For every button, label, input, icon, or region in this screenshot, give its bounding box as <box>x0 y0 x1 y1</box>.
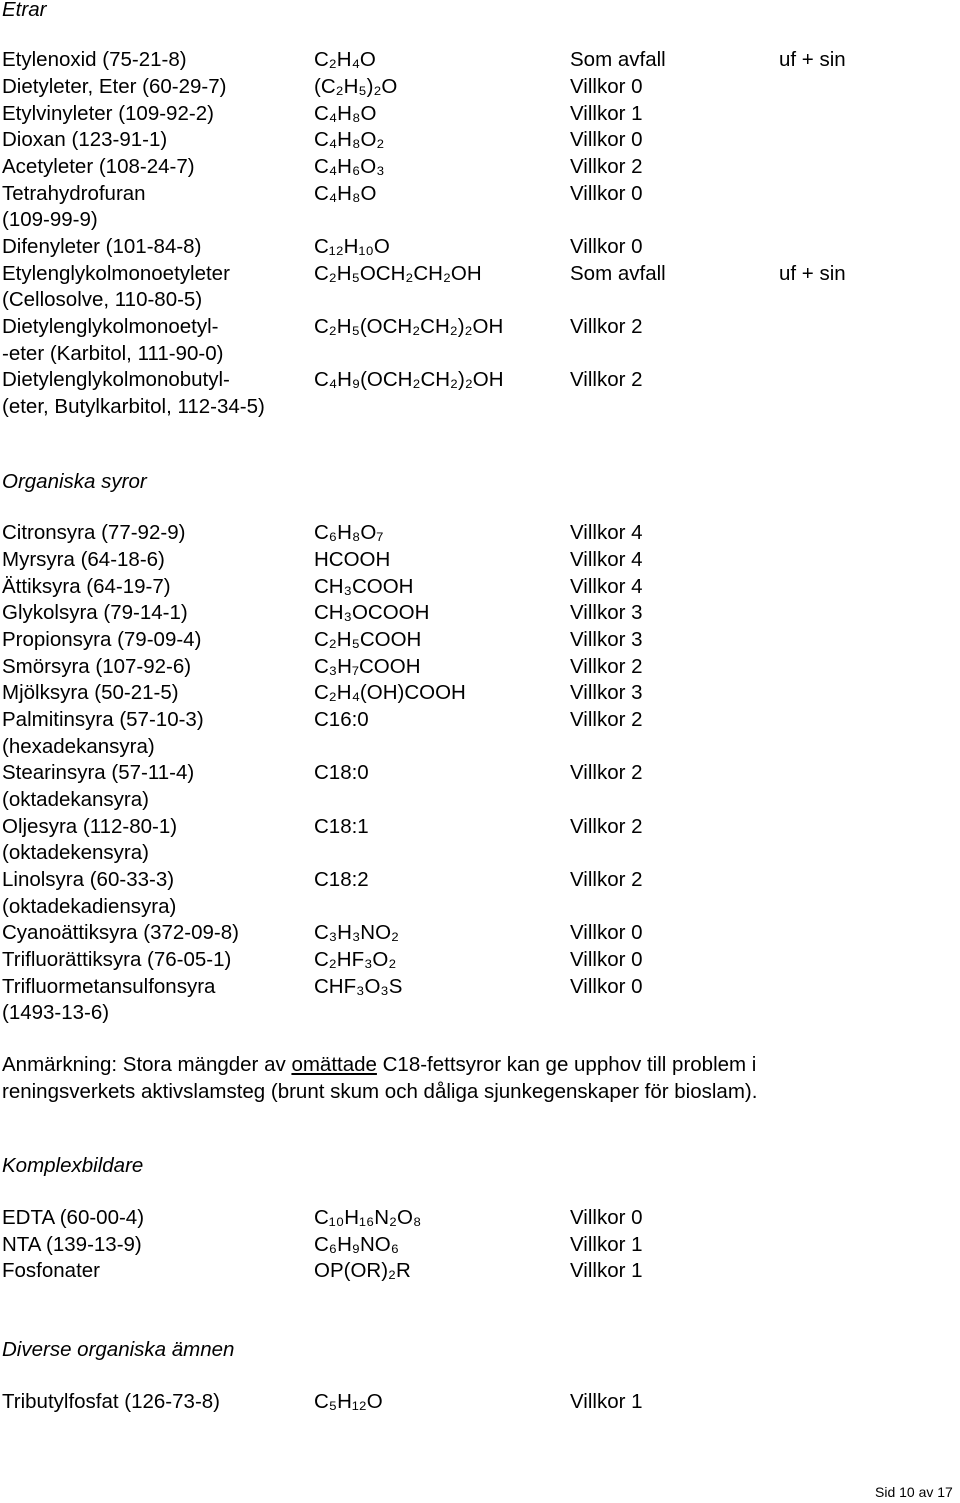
compound-condition: Villkor 1 <box>570 1390 643 1413</box>
compound-name: Glykolsyra (79-14-1) <box>2 601 188 624</box>
note-underlined-word: omättade <box>291 1053 377 1076</box>
compound-condition: Villkor 2 <box>570 708 643 731</box>
compound-formula: C₅H₁₂O <box>314 1390 383 1413</box>
compound-name-continuation: -eter (Karbitol, 111-90-0) <box>2 342 224 365</box>
compound-name: Trifluorättiksyra (76-05-1) <box>2 948 232 971</box>
table-row <box>0 181 960 208</box>
table-row <box>0 520 960 547</box>
compound-name: Tetrahydrofuran <box>2 182 146 205</box>
compound-condition: Villkor 2 <box>570 155 643 178</box>
table-row <box>0 654 960 681</box>
compound-formula: C₂H₅OCH₂CH₂OH <box>314 262 482 285</box>
table-row <box>0 314 960 341</box>
compound-formula: C₂H₅(OCH₂CH₂)₂OH <box>314 315 504 338</box>
compound-condition: Villkor 2 <box>570 315 643 338</box>
compound-name: Fosfonater <box>2 1259 100 1282</box>
compound-condition: Villkor 2 <box>570 815 643 838</box>
compound-name: Dietylenglykolmonoetyl- <box>2 315 219 338</box>
table-row <box>0 261 960 288</box>
compound-name: Linolsyra (60-33-3) <box>2 868 175 891</box>
compound-formula: C₃H₇COOH <box>314 655 421 678</box>
table-row <box>0 814 960 841</box>
compound-formula: C₄H₈O <box>314 182 377 205</box>
compound-condition: Villkor 0 <box>570 182 643 205</box>
compound-condition: Villkor 1 <box>570 1233 643 1256</box>
compound-name: Dietylenglykolmonobutyl- <box>2 368 230 391</box>
compound-condition: Villkor 3 <box>570 681 643 704</box>
compound-formula: C₆H₈O₇ <box>314 521 384 544</box>
table-row <box>0 127 960 154</box>
compound-condition: Villkor 1 <box>570 102 643 125</box>
note-paragraph-line-1 <box>2 1052 756 1079</box>
compound-name-continuation: (109-99-9) <box>2 208 98 231</box>
compound-formula: C₂HF₃O₂ <box>314 948 397 971</box>
compound-formula: OP(OR)₂R <box>314 1259 411 1282</box>
note-paragraph-line-2: reningsverkets aktivslamsteg (brunt skum och dåliga sjunkegenskaper för bioslam). <box>2 1080 758 1103</box>
compound-formula: C18:2 <box>314 868 369 891</box>
compound-name: Myrsyra (64-18-6) <box>2 548 165 571</box>
compound-condition: Villkor 2 <box>570 761 643 784</box>
compound-formula: C₄H₆O₃ <box>314 155 385 178</box>
compound-formula: C₄H₉(OCH₂CH₂)₂OH <box>314 368 504 391</box>
table-row <box>0 1205 960 1232</box>
table-row <box>0 627 960 654</box>
table-row <box>0 101 960 128</box>
compound-condition: Villkor 0 <box>570 975 643 998</box>
note-text: Anmärkning: Stora mängder av <box>2 1053 292 1076</box>
compound-condition: Villkor 0 <box>570 921 643 944</box>
compound-condition: Villkor 2 <box>570 368 643 391</box>
page-number: Sid 10 av 17 <box>875 1484 953 1500</box>
compound-formula: CHF₃O₃S <box>314 975 403 998</box>
table-row <box>0 974 960 1001</box>
compound-formula: C₁₀H₁₆N₂O₈ <box>314 1206 422 1229</box>
compound-name-continuation: (oktadekadiensyra) <box>2 895 177 918</box>
compound-formula: C₆H₉NO₆ <box>314 1233 400 1256</box>
table-row <box>0 707 960 734</box>
table-row <box>0 760 960 787</box>
compound-name: Dioxan (123-91-1) <box>2 128 168 151</box>
compound-condition: Villkor 0 <box>570 235 643 258</box>
compound-name-continuation: (oktadekensyra) <box>2 841 149 864</box>
section-heading-diverse: Diverse organiska ämnen <box>2 1338 235 1361</box>
compound-condition: Villkor 0 <box>570 948 643 971</box>
compound-condition: Villkor 4 <box>570 548 643 571</box>
compound-name: Palmitinsyra (57-10-3) <box>2 708 204 731</box>
compound-name: EDTA (60-00-4) <box>2 1206 145 1229</box>
compound-name-continuation: (1493-13-6) <box>2 1001 110 1024</box>
compound-formula: C18:0 <box>314 761 369 784</box>
compound-name-continuation: (oktadekansyra) <box>2 788 149 811</box>
section-heading-komplexbildare: Komplexbildare <box>2 1154 144 1177</box>
compound-name: Propionsyra (79-09-4) <box>2 628 202 651</box>
compound-name-continuation: (Cellosolve, 110-80-5) <box>2 288 203 311</box>
section-heading-organiska-syror: Organiska syror <box>2 470 147 493</box>
table-row <box>0 920 960 947</box>
compound-extra: uf + sin <box>779 48 846 71</box>
compound-condition: Som avfall <box>570 48 666 71</box>
compound-name: Smörsyra (107-92-6) <box>2 655 192 678</box>
compound-name: Etylenglykolmonoetyleter <box>2 262 230 285</box>
compound-condition: Villkor 4 <box>570 521 643 544</box>
compound-condition: Villkor 0 <box>570 1206 643 1229</box>
compound-condition: Villkor 0 <box>570 75 643 98</box>
compound-name-continuation: (hexadekansyra) <box>2 735 155 758</box>
compound-formula: C₂H₄O <box>314 48 376 71</box>
table-row <box>0 600 960 627</box>
compound-name: Oljesyra (112-80-1) <box>2 815 178 838</box>
compound-formula: C₂H₄(OH)COOH <box>314 681 466 704</box>
table-row <box>0 1389 960 1416</box>
note-text: C18-fettsyror kan ge upphov till problem i <box>376 1053 757 1076</box>
compound-name-continuation: (eter, Butylkarbitol, 112-34-5) <box>2 395 265 418</box>
compound-formula: C18:1 <box>314 815 369 838</box>
compound-name: Etylvinyleter (109-92-2) <box>2 102 214 125</box>
compound-formula: C₄H₈O <box>314 102 377 125</box>
compound-name: Citronsyra (77-92-9) <box>2 521 186 544</box>
compound-condition: Som avfall <box>570 262 666 285</box>
compound-name: Trifluormetansulfonsyra <box>2 975 216 998</box>
compound-condition: Villkor 0 <box>570 128 643 151</box>
compound-name: Cyanoättiksyra (372-09-8) <box>2 921 239 944</box>
compound-formula: C16:0 <box>314 708 369 731</box>
compound-formula: CH₃COOH <box>314 575 414 598</box>
table-row <box>0 74 960 101</box>
compound-condition: Villkor 2 <box>570 655 643 678</box>
compound-condition: Villkor 3 <box>570 601 643 624</box>
compound-name: Dietyleter, Eter (60-29-7) <box>2 75 227 98</box>
compound-condition: Villkor 4 <box>570 575 643 598</box>
compound-condition: Villkor 3 <box>570 628 643 651</box>
table-row <box>0 547 960 574</box>
compound-formula: C₄H₈O₂ <box>314 128 385 151</box>
compound-name: Etylenoxid (75-21-8) <box>2 48 187 71</box>
table-row <box>0 234 960 261</box>
compound-name: Tributylfosfat (126-73-8) <box>2 1390 220 1413</box>
compound-formula: (C₂H₅)₂O <box>314 75 398 98</box>
compound-name: Acetyleter (108-24-7) <box>2 155 195 178</box>
compound-condition: Villkor 1 <box>570 1259 643 1282</box>
compound-formula: HCOOH <box>314 548 391 571</box>
table-row <box>0 867 960 894</box>
compound-name: Mjölksyra (50-21-5) <box>2 681 179 704</box>
table-row <box>0 367 960 394</box>
compound-extra: uf + sin <box>779 262 846 285</box>
compound-formula: C₃H₃NO₂ <box>314 921 400 944</box>
table-row <box>0 947 960 974</box>
compound-name: Stearinsyra (57-11-4) <box>2 761 195 784</box>
table-row <box>0 47 960 74</box>
compound-name: Difenyleter (101-84-8) <box>2 235 202 258</box>
compound-formula: CH₃OCOOH <box>314 601 430 624</box>
table-row <box>0 1232 960 1259</box>
compound-name: NTA (139-13-9) <box>2 1233 142 1256</box>
section-heading-etrar: Etrar <box>2 0 47 21</box>
compound-formula: C₂H₅COOH <box>314 628 422 651</box>
compound-name: Ättiksyra (64-19-7) <box>2 575 171 598</box>
table-row <box>0 1258 960 1285</box>
table-row <box>0 574 960 601</box>
compound-formula: C₁₂H₁₀O <box>314 235 390 258</box>
table-row <box>0 154 960 181</box>
compound-condition: Villkor 2 <box>570 868 643 891</box>
table-row <box>0 680 960 707</box>
